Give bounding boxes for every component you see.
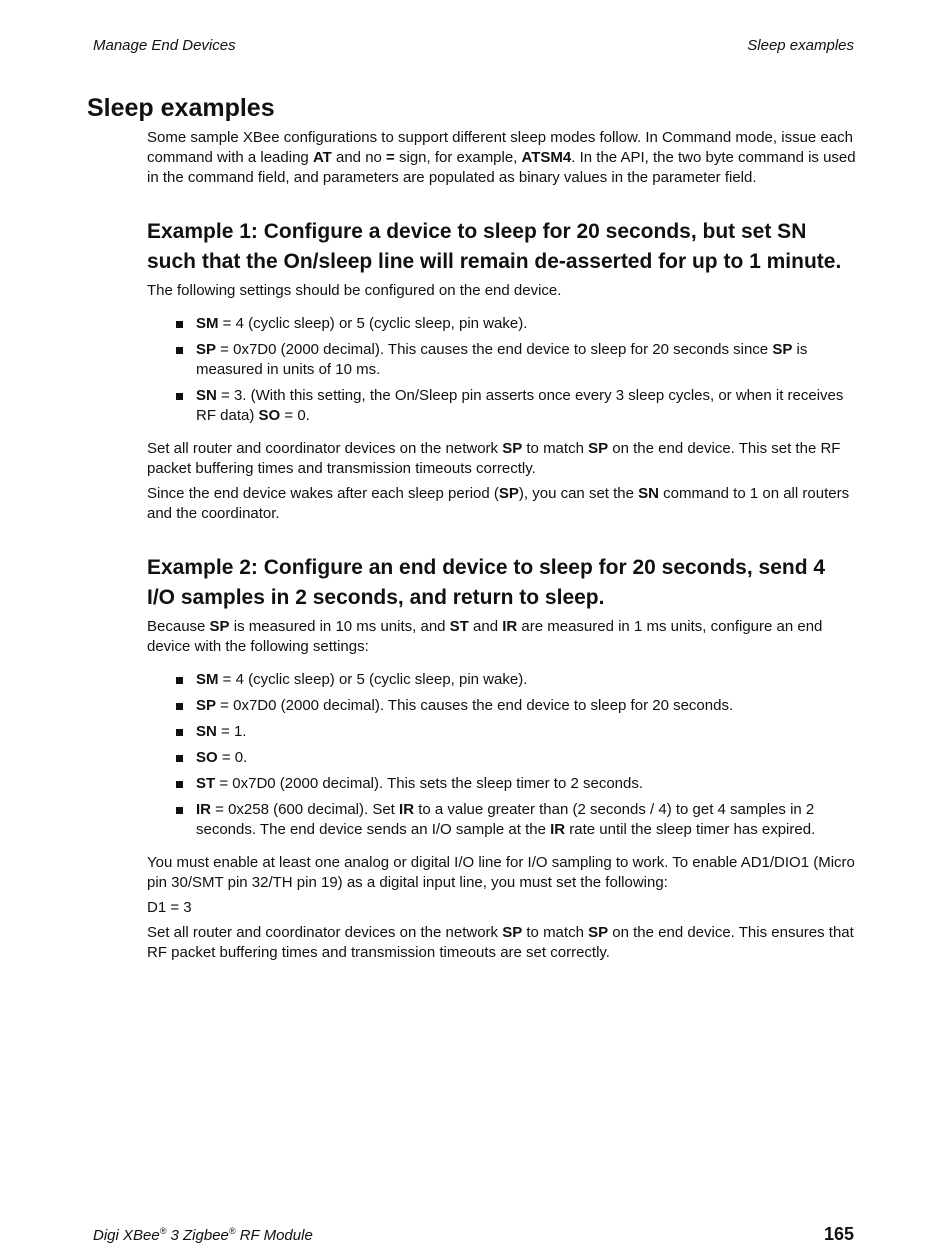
square-bullet-icon (176, 755, 183, 762)
bold-text: SM (196, 315, 219, 332)
paragraph (147, 853, 857, 893)
list-item (147, 748, 857, 768)
bold-text: SO (258, 407, 281, 424)
bold-text: SP (588, 440, 609, 457)
bold-text: ST (196, 775, 216, 792)
bold-text: SN (638, 485, 659, 502)
text-run: command to 1 on all routers and the coordinator. (147, 485, 850, 522)
text-run: = 0. (217, 749, 248, 766)
document-body (147, 128, 857, 968)
text-run: and (468, 618, 503, 635)
bold-text: IR (502, 618, 518, 635)
text-run: D1 = 3 (147, 899, 192, 916)
bold-text: ST (449, 618, 469, 635)
text-run: RF Module (235, 1227, 313, 1244)
text-run: ), you can set the (518, 485, 639, 502)
bold-text: SP (196, 341, 217, 358)
text-run: Because (147, 618, 210, 635)
text-run: 3 Zigbee (166, 1227, 229, 1244)
text-run: rate until the sleep timer has expired. (565, 821, 816, 838)
list-item (147, 314, 857, 334)
bold-text: SM (196, 671, 219, 688)
text-run: Set all router and coordinator devices on the network (147, 924, 503, 941)
bold-text: IR (399, 801, 415, 818)
page-title: Sleep examples (87, 94, 275, 122)
text-run: to match (522, 924, 589, 941)
text-run: is measured in units of 10 ms. (196, 341, 808, 378)
bold-text: IR (196, 801, 211, 818)
text-run: to match (522, 440, 589, 457)
example-1-notes (147, 439, 857, 524)
text-run: = 0x258 (600 decimal). Set (211, 801, 400, 818)
text-run: = 0x7D0 (2000 decimal). This causes the end device to sleep for 20 seconds. (216, 697, 734, 714)
bold-text: SP (498, 485, 519, 502)
text-run: = 0x7D0 (2000 decimal). This causes the end device to sleep for 20 seconds since (216, 341, 773, 358)
example-1-lead (147, 281, 857, 301)
paragraph (147, 484, 857, 524)
text-run: on the end device. This ensures that RF packet buffering times and transmission timeouts are set correctly. (147, 924, 854, 961)
bold-text: IR (550, 821, 566, 838)
text-run: and no (331, 149, 387, 166)
square-bullet-icon (176, 729, 183, 736)
text-run: = 4 (cyclic sleep) or 5 (cyclic sleep, pin wake). (218, 315, 528, 332)
text-run: Digi XBee (93, 1227, 160, 1244)
text-run: = 1. (216, 723, 247, 740)
footer-document-title (93, 1226, 313, 1244)
paragraph (147, 923, 857, 963)
square-bullet-icon (176, 807, 183, 814)
bold-text: SN (196, 387, 217, 404)
square-bullet-icon (176, 393, 183, 400)
page-number: 165 (823, 1224, 854, 1244)
text-run: on the end device. This set the RF packet buffering times and transmission timeouts correctly. (147, 440, 841, 477)
header-section: Sleep examples (747, 37, 854, 54)
text-run: You must enable at least one analog or digital I/O line for I/O sampling to work. To enable AD1/DIO1 (Micro pin 30/SMT pin 32/TH pin 19) as a digital input line, you must set the following: (147, 854, 855, 891)
bold-text: SP (772, 341, 793, 358)
square-bullet-icon (176, 781, 183, 788)
text-run: Set all router and coordinator devices on the network (147, 440, 503, 457)
list-item (147, 722, 857, 742)
square-bullet-icon (176, 677, 183, 684)
text-run: = 4 (cyclic sleep) or 5 (cyclic sleep, pin wake). (218, 671, 528, 688)
list-item (147, 696, 857, 716)
example-2-notes (147, 853, 857, 963)
paragraph (147, 439, 857, 479)
header-chapter: Manage End Devices (93, 37, 236, 54)
text-run: to a value greater than (2 seconds / 4) to get 4 samples in 2 seconds. The end device sends an I/O sample at the (196, 801, 815, 838)
registered-mark: ® (159, 1226, 167, 1236)
text-run: Some sample XBee configurations to support different sleep modes follow. In Command mode, issue each command with a leading (147, 129, 853, 166)
intro-paragraph (147, 128, 857, 188)
bold-text: SP (502, 924, 523, 941)
text-run: are measured in 1 ms units, configure an end device with the following settings: (147, 618, 823, 655)
example-2-settings-list (147, 670, 857, 840)
list-item (147, 800, 857, 840)
bold-text: ATSM4 (521, 149, 572, 166)
text-run: = 3. (With this setting, the On/Sleep pin asserts once every 3 sleep cycles, or when it receives RF data) (196, 387, 844, 424)
example-1-settings-list (147, 314, 857, 426)
square-bullet-icon (176, 321, 183, 328)
square-bullet-icon (176, 347, 183, 354)
text-run: = 0. (280, 407, 310, 424)
page-footer (93, 1224, 854, 1245)
bold-text: SO (196, 749, 218, 766)
paragraph (147, 898, 857, 918)
bold-text: SN (196, 723, 217, 740)
bold-text: AT (312, 149, 332, 166)
text-run: = 0x7D0 (2000 decimal). This sets the sleep timer to 2 seconds. (215, 775, 644, 792)
list-item (147, 340, 857, 380)
text-run: is measured in 10 ms units, and (229, 618, 450, 635)
bold-text: = (386, 149, 395, 166)
bold-text: SP (502, 440, 523, 457)
text-run: . In the API, the two byte command is used in the command field, and parameters are populated as binary values in the parameter field. (147, 149, 856, 186)
example-2-lead (147, 617, 857, 657)
list-item (147, 386, 857, 426)
bold-text: SP (588, 924, 609, 941)
bold-text: SP (196, 697, 217, 714)
registered-mark: ® (228, 1226, 236, 1236)
example-1-heading: Example 1: Configure a device to sleep for 20 seconds, but set SN such that the On/sleep line will remain de-asserted for up to 1 minute. (147, 220, 842, 273)
square-bullet-icon (176, 703, 183, 710)
text-run: Since the end device wakes after each sleep period ( (147, 485, 499, 502)
list-item (147, 670, 857, 690)
page-header (93, 36, 854, 56)
example-2-heading: Example 2: Configure an end device to sleep for 20 seconds, send 4 I/O samples in 2 seconds, and return to sleep. (147, 556, 826, 609)
text-run: sign, for example, (394, 149, 522, 166)
list-item (147, 774, 857, 794)
bold-text: SP (209, 618, 230, 635)
text-run: The following settings should be configured on the end device. (147, 282, 562, 299)
